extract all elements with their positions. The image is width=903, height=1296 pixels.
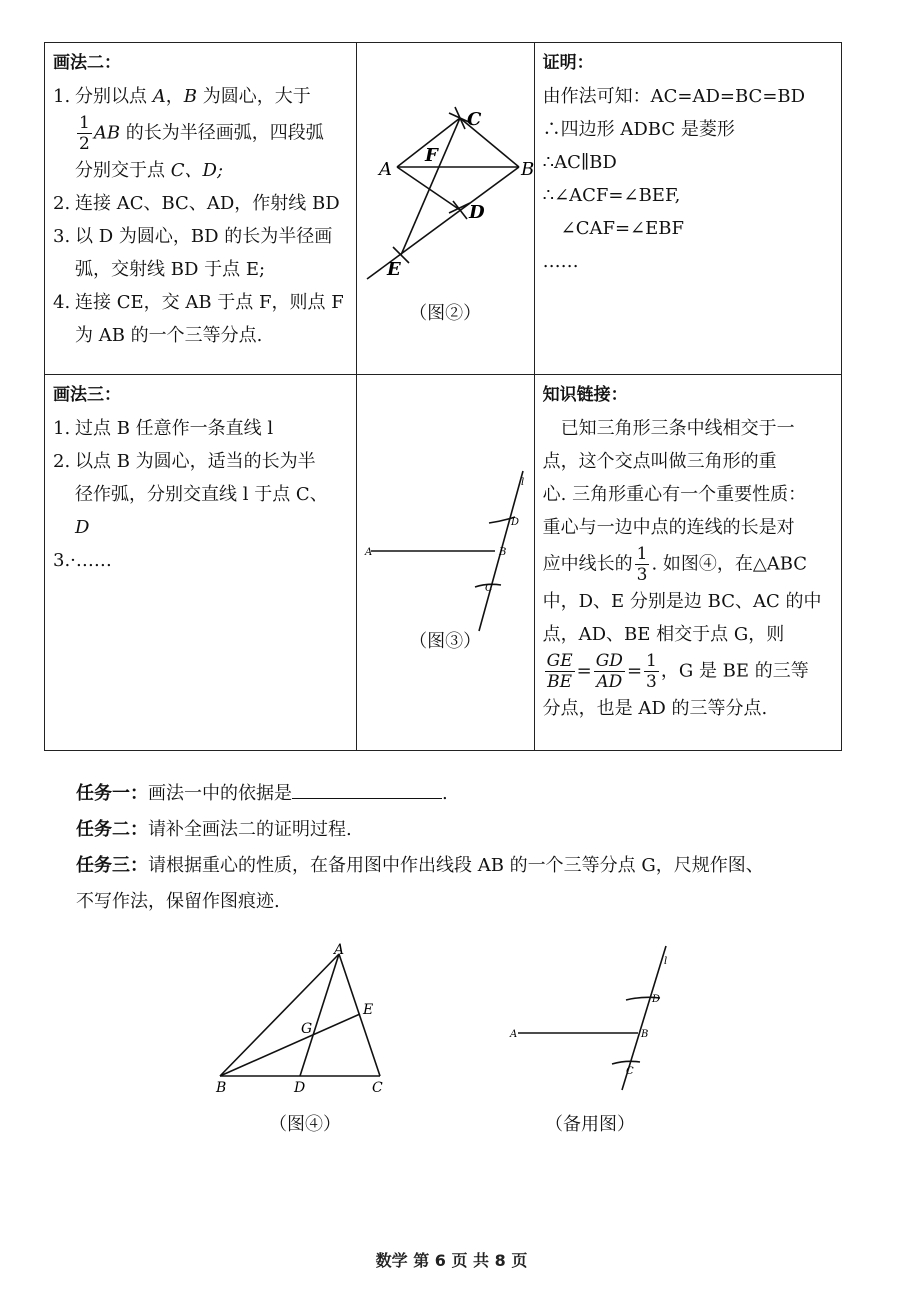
median-be: [220, 1014, 360, 1076]
proof-title: 证明：: [542, 53, 594, 73]
fig2-label-f: F: [424, 145, 438, 166]
side-ab: [220, 954, 339, 1076]
knowledge-title: 知识链接：: [542, 385, 628, 405]
method2-title: 画法二：: [53, 53, 121, 73]
fig4-label-d: D: [294, 1080, 306, 1096]
method3-title: 画法三：: [53, 385, 121, 405]
figure4-triangle: [200, 940, 410, 1120]
fig3-caption: （图③）: [409, 631, 482, 652]
fraction-gd-ad: $\frac{GD}{AD}$: [595, 651, 623, 692]
fraction-ge-be: $\frac{GE}{BE}$: [546, 651, 573, 692]
fraction-third: $\frac{1}{3}$: [636, 544, 648, 585]
fig3-label-a: A: [364, 547, 372, 558]
fig2-label-c: C: [466, 109, 481, 130]
fraction-one-third: $\frac{1}{3}$: [646, 651, 657, 692]
fig3-label-c: C: [484, 583, 493, 594]
task1-answer-blank[interactable]: [292, 778, 442, 799]
fig2-caption: （图②）: [409, 303, 482, 324]
spare-label-c: C: [626, 1066, 634, 1077]
page-footer: 数学 第 6 页 共 8 页: [375, 1251, 528, 1270]
fig4-label-e: E: [363, 1002, 374, 1018]
spare-label-a: A: [510, 1029, 518, 1040]
methods-table: [44, 42, 842, 751]
spare-label-l: l: [664, 956, 668, 967]
spare-label-b: B: [641, 1029, 649, 1040]
segment-ad: [397, 167, 460, 210]
segment-ce: [401, 118, 460, 255]
median-ad: [300, 954, 339, 1076]
fig2-label-e: E: [386, 259, 401, 280]
fig2-label-b: B: [520, 159, 534, 180]
fig3-label-b: B: [498, 547, 506, 558]
tasks-section: 任务一：画法一中的依据是 . 任务二：请补全画法二的证明过程. 任务三：请根据重心的性质，在备用图中作出线段 AB 的一个三等分点 G，尺规作图、 不写作法，保留作图痕迹.: [76, 776, 856, 920]
fig3-label-d: D: [510, 517, 519, 528]
fig2-label-a: A: [378, 159, 392, 180]
knowledge-cell: 知识链接： 已知三角形三条中线相交于一 点，这个交点叫做三角形的重 心. 三角形重心有一个重要性质： 重心与一边中点的连线的长是对 应中线长的 $\frac{1}{3}$ . 如图④，在△ABC 中，D、E 分别是边 BC、AC 的中 点，AD、BE 相交于点 G，则 $\frac{GE}{BE}$ = $\frac{GD}{AD}$ = $\frac{1}{3}$ ，G 是 BE 的三等 分点，也是 AD 的三等分点.: [534, 375, 841, 751]
figure3-cell: [356, 375, 534, 751]
fig4-label-a: A: [334, 942, 345, 958]
proof-cell: 证明： 由作法可知：AC=AD=BC=BD ∴四边形 ADBC 是菱形 ∴AC∥BD ∴∠ACF=∠BEF, ∠CAF=∠EBF ……: [534, 43, 841, 375]
method3-cell: 画法三： 1. 过点 B 任意作一条直线 l 2. 以点 B 为圆心，适当的长为半 径作弧，分别交直线 l 于点 C、 D 3.·……: [45, 375, 357, 751]
fig4-label-c: C: [372, 1080, 383, 1096]
fig4-label-g: G: [301, 1021, 313, 1037]
spare-arc-c: [612, 1061, 640, 1064]
fig4-caption: （图④）: [269, 1114, 341, 1135]
fig3-label-l: l: [520, 477, 524, 488]
spare-figure: [500, 940, 690, 1100]
figure2-cell: [356, 43, 534, 375]
fig2-label-d: D: [468, 202, 485, 223]
spare-caption: （备用图）: [545, 1114, 635, 1135]
fig4-label-b: B: [216, 1080, 227, 1096]
fraction-half: $\frac{1}{2}$: [79, 113, 90, 154]
spare-label-d: D: [652, 994, 661, 1005]
method2-cell: 画法二： 1. 分别以点 A，B 为圆心，大于 $\frac{1}{2}$ AB 的长为半径画弧，四段弧 分别交于点 C、D; 2. 连接 AC、BC、AD，作射线 BD 3. 以 D 为圆心，BD 的长为半径画 弧，交射线 BD 于点 E; 4. 连接 CE，交 AB 于点 F，则点 F 为 AB 的一个三等分点.: [45, 43, 357, 375]
